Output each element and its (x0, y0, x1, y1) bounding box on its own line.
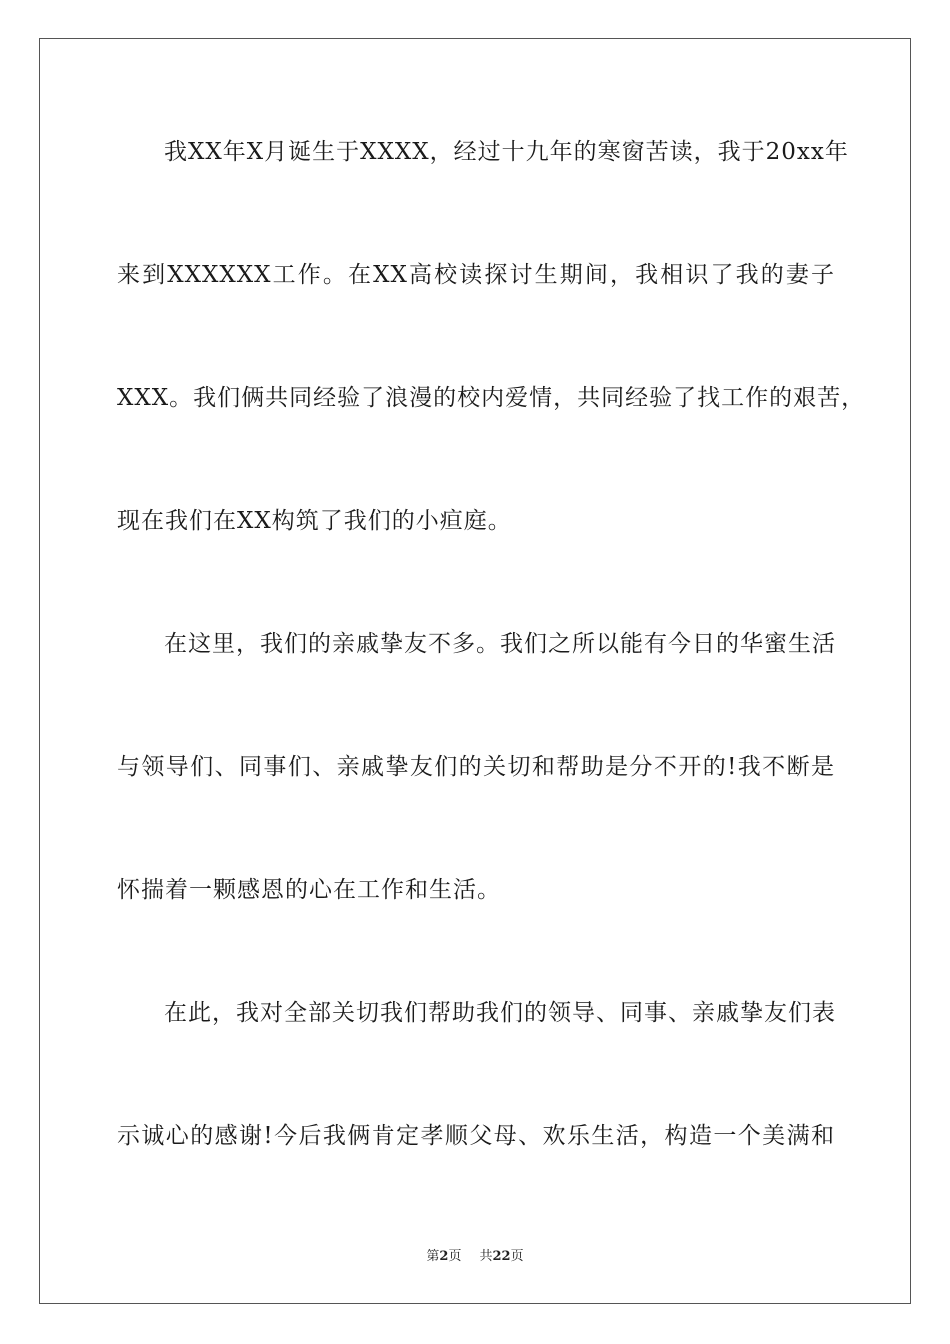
paragraph-1-line-3: XXX。我们俩共同经验了浪漫的校内爱情，共同经验了找工作的艰苦， (117, 385, 866, 411)
current-page-number: 2 (439, 1249, 449, 1264)
total-prefix: 共 (479, 1249, 493, 1264)
paragraph-1-line-2: 来到XXXXXX工作。在XX高校读探讨生期间，我相识了我的妻子 (117, 262, 835, 288)
total-page-count: 22 (492, 1249, 511, 1264)
paragraph-3-line-1: 在此，我对全部关切我们帮助我们的领导、同事、亲戚挚友们表 (164, 1000, 836, 1026)
paragraph-1-line-1: 我XX年X月诞生于XXXX，经过十九年的寒窗苦读，我于20xx年 (164, 139, 849, 165)
paragraph-2-line-3: 怀揣着一颗感恩的心在工作和生活。 (117, 877, 501, 903)
page-footer (0, 1248, 950, 1266)
paragraph-3-line-2: 示诚心的感谢!今后我俩肯定孝顺父母、欢乐生活，构造一个美满和 (117, 1123, 835, 1149)
total-unit: 页 (510, 1249, 524, 1264)
paragraph-1-line-4: 现在我们在XX构筑了我们的小疸庭。 (117, 508, 512, 534)
page-prefix: 第 (426, 1249, 440, 1264)
paragraph-2-line-2: 与领导们、同事们、亲戚挚友们的关切和帮助是分不开的!我不断是 (117, 754, 835, 780)
paragraph-2-line-1: 在这里，我们的亲戚挚友不多。我们之所以能有今日的华蜜生活 (164, 631, 836, 657)
page-frame (39, 38, 911, 1304)
page-unit: 页 (448, 1249, 462, 1264)
